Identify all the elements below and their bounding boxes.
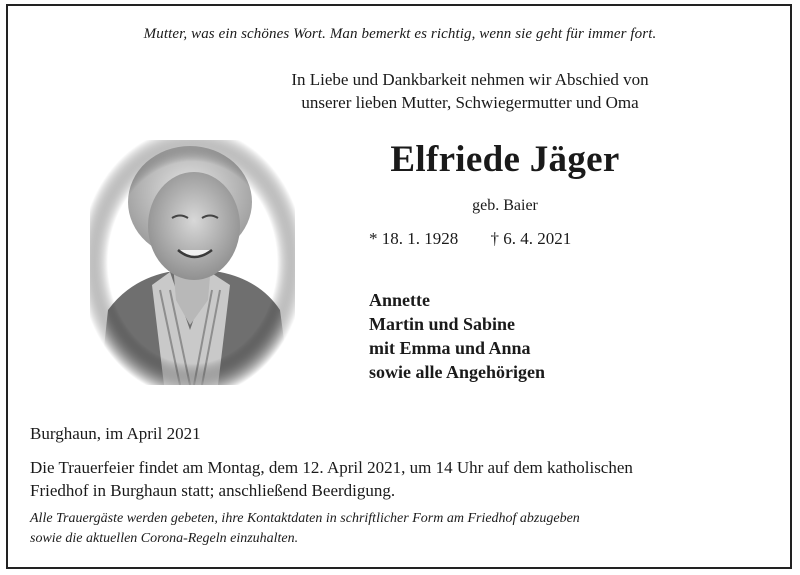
deceased-name: Elfriede Jäger <box>390 139 620 180</box>
intro-text <box>250 68 690 114</box>
survivors-list <box>369 288 545 384</box>
guest-note <box>30 509 772 549</box>
service-line-1: Die Trauerfeier findet am Montag, dem 12. April 2021, um 14 Uhr auf dem katholischen <box>30 458 633 477</box>
survivor-item: mit Emma und Anna <box>369 338 531 358</box>
portrait-photo <box>90 140 295 385</box>
intro-line-2: unserer lieben Mutter, Schwiegermutter und Oma <box>301 93 639 112</box>
place-date: Burghaun, im April 2021 <box>30 424 201 443</box>
birth-date: * 18. 1. 1928 <box>369 229 459 248</box>
service-line-2: Friedhof in Burghaun statt; anschließend Beerdigung. <box>30 481 396 500</box>
survivor-item: Annette <box>369 290 430 310</box>
life-dates <box>369 229 571 249</box>
maiden-name: geb. Baier <box>472 197 538 214</box>
service-info <box>30 456 775 502</box>
survivor-item: Martin und Sabine <box>369 314 516 334</box>
motto: Mutter, was ein schönes Wort. Man bemerkt es richtig, wenn sie geht für immer fort. <box>143 26 657 42</box>
survivor-item: sowie alle Angehörigen <box>369 362 545 382</box>
intro-line-1: In Liebe und Dankbarkeit nehmen wir Abschied von <box>291 70 649 89</box>
note-line-1: Alle Trauergäste werden gebeten, ihre Kontaktdaten in schriftlicher Form am Friedhof abzugeben <box>30 511 580 526</box>
death-date: † 6. 4. 2021 <box>490 229 572 248</box>
note-line-2: sowie die aktuellen Corona-Regeln einzuhalten. <box>30 531 299 546</box>
